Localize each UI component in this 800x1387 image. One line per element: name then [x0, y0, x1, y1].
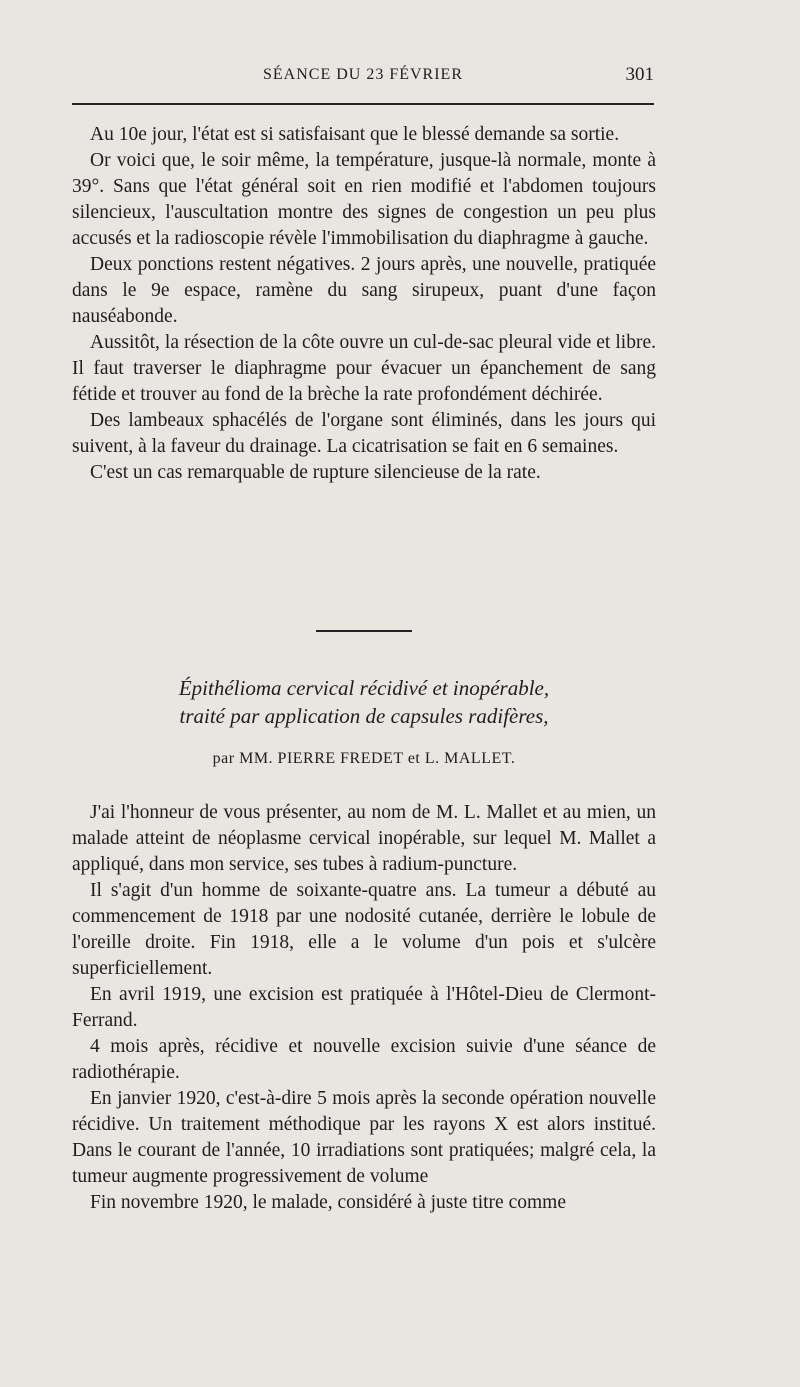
article-title-line: Épithélioma cervical récidivé et inopérable, [178, 676, 550, 700]
paragraph: C'est un cas remarquable de rupture silencieuse de la rate. [90, 462, 541, 483]
paragraph: J'ai l'honneur de vous présenter, au nom de M. L. Mallet et au mien, un malade atteint de néoplasme cervical inopérable, sur lequel M. Mallet a appliqué, dans mon service, ses tubes à radium-puncture. [72, 802, 656, 875]
paragraph: Des lambeaux sphacélés de l'organe sont éliminés, dans les jours qui suivent, à la faveur du drainage. La cicatrisation se fait en 6 semaines. [72, 410, 656, 457]
article-authors: par MM. PIERRE FREDET et L. MALLET. [212, 750, 516, 767]
paragraph: Il s'agit d'un homme de soixante-quatre ans. La tumeur a débuté au commencement de 1918 par une nodosité cutanée, derrière le lobule de l'oreille droite. Fin 1918, elle a le volume d'un pois et s'ulcère superficiellement. [72, 880, 656, 979]
running-header [72, 62, 654, 88]
paragraph: Aussitôt, la résection de la côte ouvre un cul-de-sac pleural vide et libre. Il faut traverser le diaphragme pour évacuer un épanchement de sang fétide et trouver au fond de la brèche la rate profondément déchirée. [72, 332, 656, 405]
page-number: 301 [625, 64, 654, 85]
article-title [72, 674, 656, 730]
article-title-line: traité par application de capsules radifères, [179, 704, 549, 728]
header-rule [72, 103, 654, 105]
paragraph: Deux ponctions restent négatives. 2 jours après, une nouvelle, pratiquée dans le 9e espace, ramène du sang sirupeux, puant d'une façon nauséabonde. [72, 254, 656, 327]
previous-case-text [72, 122, 656, 486]
section-separator [316, 630, 412, 632]
paragraph: Au 10e jour, l'état est si satisfaisant que le blessé demande sa sortie. [90, 124, 620, 145]
paragraph: Fin novembre 1920, le malade, considéré à juste titre comme [90, 1192, 566, 1213]
paragraph: En avril 1919, une excision est pratiquée à l'Hôtel-Dieu de Clermont-Ferrand. [72, 984, 656, 1031]
paragraph: 4 mois après, récidive et nouvelle excision suivie d'une séance de radiothérapie. [72, 1036, 656, 1083]
article-body [72, 800, 656, 1216]
paragraph: En janvier 1920, c'est-à-dire 5 mois après la seconde opération nouvelle récidive. Un traitement méthodique par les rayons X est alors institué. Dans le courant de l'année, 10 irradiations sont pratiquées; malgré cela, la tumeur augmente progressivement de volume [72, 1088, 656, 1187]
paragraph: Or voici que, le soir même, la température, jusque-là normale, monte à 39°. Sans que l'état général soit en rien modifié et l'abdomen toujours silencieux, l'auscultation montre des signes de congestion un peu plus accusés et la radioscopie révèle l'immobilisation du diaphragme à gauche. [72, 150, 656, 249]
header-title: SÉANCE DU 23 FÉVRIER [262, 66, 463, 83]
